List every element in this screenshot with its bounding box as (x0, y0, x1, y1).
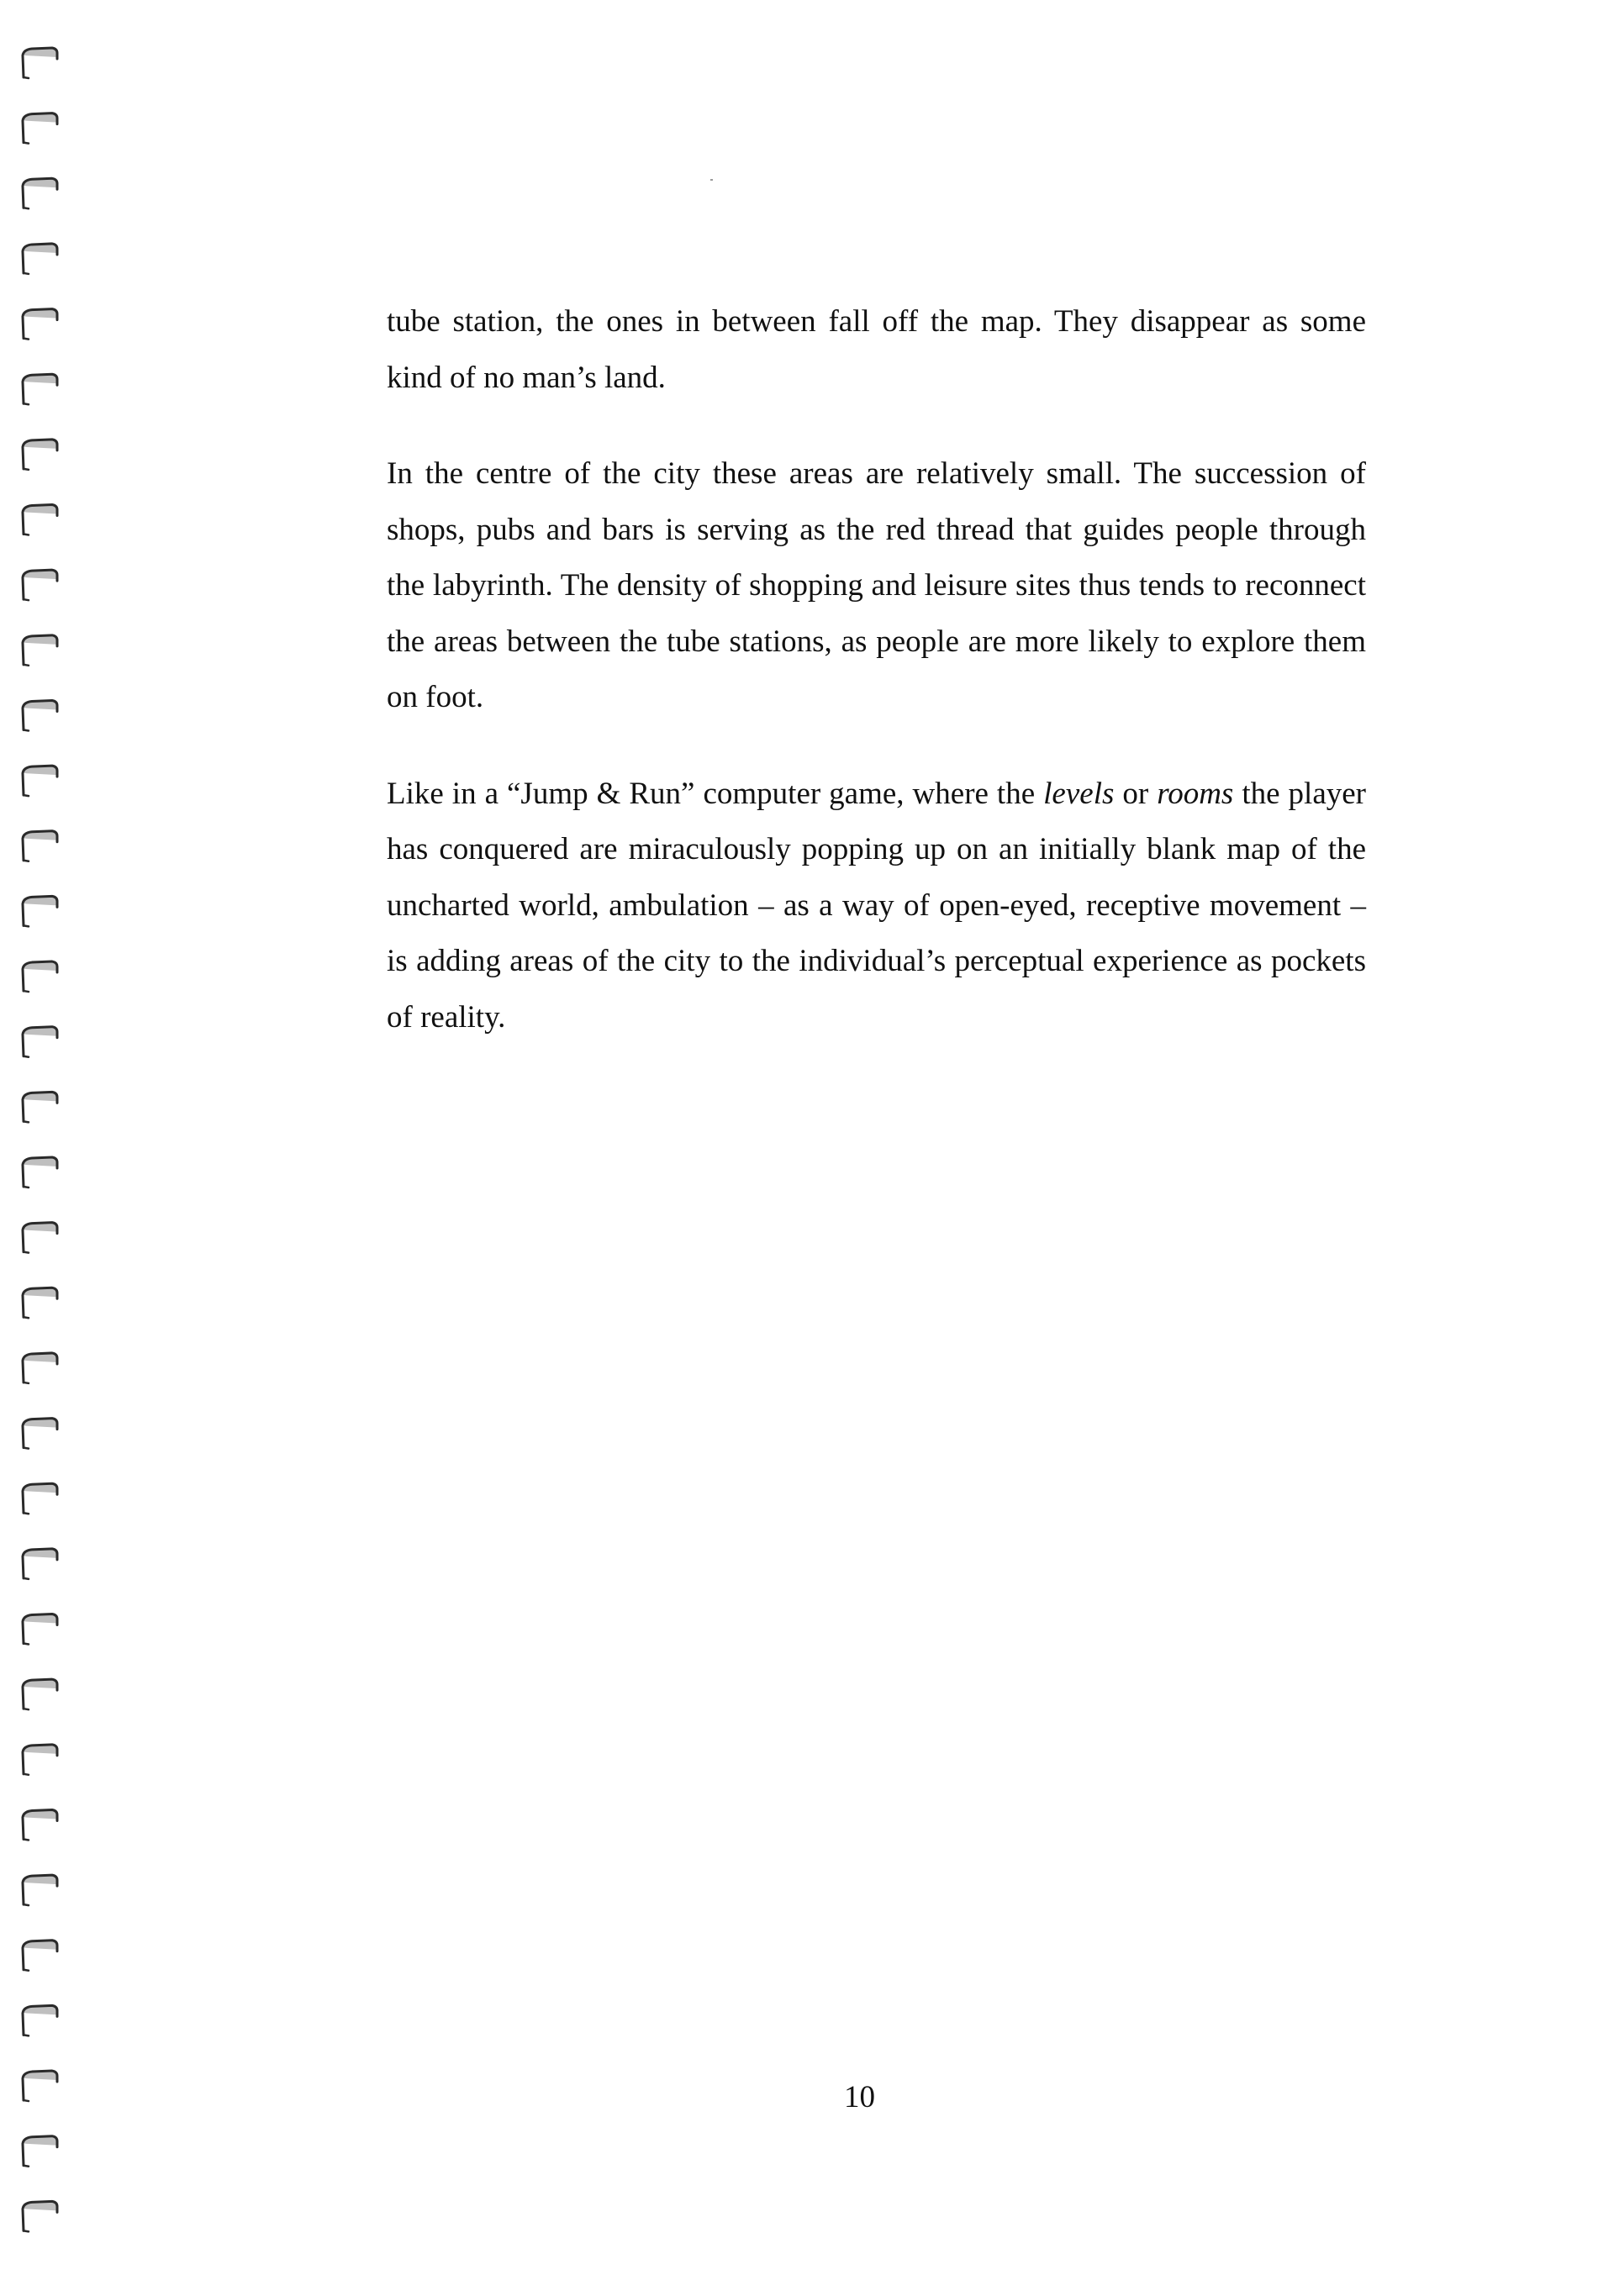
body-text (387, 294, 1366, 1086)
binding-ring (22, 1874, 57, 1905)
paragraph-3-text: or (1114, 776, 1158, 811)
binding-ring (22, 1548, 57, 1579)
binding-ring (22, 1287, 57, 1318)
binding-ring (22, 1678, 57, 1709)
binding-ring (22, 373, 57, 404)
rooms-italic: rooms (1157, 776, 1234, 811)
binding-ring (22, 895, 57, 926)
binding-ring (22, 504, 57, 535)
binding-ring (22, 1222, 57, 1253)
binding-ring (22, 635, 57, 666)
binding-ring (22, 830, 57, 861)
binding-ring (22, 961, 57, 992)
binding-ring (22, 1091, 57, 1122)
binding-ring (22, 1940, 57, 1971)
paragraph-1: tube station, the ones in between fall off the map. They disappear as some kind of no man’s land. (387, 304, 1366, 395)
binding-ring (22, 47, 57, 78)
binding-ring (22, 439, 57, 470)
binding-ring (22, 569, 57, 600)
binding-ring (22, 1026, 57, 1057)
binding-ring (22, 1418, 57, 1449)
paragraph-3-text: Like in a “Jump & Run” computer game, where the (387, 776, 1044, 811)
binding-ring (22, 113, 57, 144)
stray-mark (710, 179, 713, 181)
paragraph-3 (387, 766, 1366, 1046)
binding-ring (22, 1482, 57, 1514)
paragraph-3-text: the player has conquered are miraculously popping up on an initially blank map of the uncharted world, ambulation – as a way of open-eyed, receptive movement – is adding areas of the city to the individual’s perceptual experience as pockets of reality. (387, 776, 1366, 1035)
binding-ring (22, 699, 57, 730)
binding-ring (22, 308, 57, 340)
binding-ring (22, 2200, 57, 2231)
page-number: 10 (844, 2080, 875, 2114)
binding-rings-graphic (18, 42, 69, 2261)
spiral-binding (18, 42, 69, 2261)
binding-ring (22, 1156, 57, 1187)
binding-ring (22, 1809, 57, 1840)
binding-ring (22, 2004, 57, 2035)
levels-italic: levels (1043, 776, 1115, 811)
binding-ring (22, 1352, 57, 1383)
binding-ring (22, 2135, 57, 2167)
binding-ring (22, 1744, 57, 1775)
binding-ring (22, 177, 57, 208)
binding-ring (22, 765, 57, 796)
binding-ring (22, 1614, 57, 1645)
paragraph-2: In the centre of the city these areas are relatively small. The succession of shops, pubs and bars is serving as the red thread that guides people through the labyrinth. The density of shopping and leisure sites thus tends to reconnect the areas between the tube stations, as people are more likely to explore them on foot. (387, 456, 1366, 714)
binding-ring (22, 243, 57, 274)
